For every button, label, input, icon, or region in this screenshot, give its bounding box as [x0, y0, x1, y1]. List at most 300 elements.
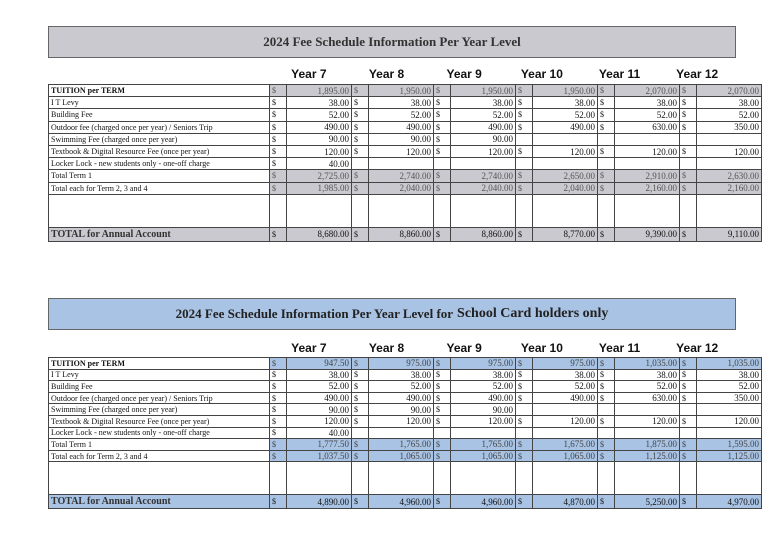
fee-row	[49, 145, 762, 157]
fee-row	[49, 109, 762, 121]
currency-symbol: $	[434, 145, 451, 157]
currency-symbol: $	[270, 158, 287, 170]
fee-row	[49, 170, 762, 182]
year-header: Year 11	[598, 67, 641, 81]
annual-total-value: 8,680.00	[287, 227, 352, 241]
currency-symbol	[516, 427, 533, 439]
currency-symbol: $	[680, 121, 697, 133]
fee-table-title-text: 2024 Fee Schedule Information Per Year Level	[263, 34, 521, 49]
fee-value	[697, 404, 762, 416]
fee-value: 120.00	[369, 415, 434, 427]
currency-symbol: $	[598, 145, 615, 157]
currency-symbol: $	[598, 439, 615, 451]
fee-value	[697, 158, 762, 170]
fee-row-label: Building Fee	[49, 109, 270, 121]
fee-value: 1,125.00	[615, 450, 680, 462]
fee-value: 1,595.00	[697, 439, 762, 451]
fee-value: 38.00	[615, 97, 680, 109]
fee-value: 52.00	[369, 381, 434, 393]
fee-value: 90.00	[287, 133, 352, 145]
currency-symbol: $	[598, 109, 615, 121]
fee-value: 120.00	[287, 145, 352, 157]
annual-total-value: 4,960.00	[369, 495, 434, 509]
fee-value: 490.00	[533, 121, 598, 133]
year-header-row	[270, 67, 736, 81]
fee-value: 90.00	[451, 404, 516, 416]
fee-value: 1,065.00	[533, 450, 598, 462]
currency-symbol: $	[516, 439, 533, 451]
fee-value: 52.00	[369, 109, 434, 121]
fee-value: 120.00	[697, 415, 762, 427]
fee-row-label: Total Term 1	[49, 439, 270, 451]
fee-value: 38.00	[697, 97, 762, 109]
currency-symbol: $	[270, 495, 287, 509]
fee-value: 52.00	[697, 109, 762, 121]
year-header: Year 11	[598, 341, 641, 355]
currency-symbol: $	[352, 85, 369, 97]
school-card-fee-table	[48, 357, 762, 509]
fee-value: 2,740.00	[451, 170, 516, 182]
year-header: Year 12	[676, 341, 719, 355]
currency-symbol: $	[598, 358, 615, 370]
year-header: Year 8	[368, 341, 405, 355]
spacer-row	[49, 462, 762, 495]
currency-symbol: $	[598, 227, 615, 241]
currency-symbol	[680, 404, 697, 416]
fee-row-label: Total Term 1	[49, 170, 270, 182]
currency-symbol: $	[352, 182, 369, 194]
year-header: Year 7	[291, 67, 327, 81]
annual-total-value: 4,870.00	[533, 495, 598, 509]
currency-symbol: $	[516, 495, 533, 509]
fee-row-label: TUITION per TERM	[49, 85, 270, 97]
currency-symbol	[680, 133, 697, 145]
fee-row	[49, 392, 762, 404]
annual-total-value: 4,890.00	[287, 495, 352, 509]
fee-value: 490.00	[369, 392, 434, 404]
currency-symbol	[434, 427, 451, 439]
currency-symbol: $	[598, 121, 615, 133]
currency-symbol	[434, 158, 451, 170]
fee-value: 52.00	[615, 381, 680, 393]
currency-symbol: $	[434, 121, 451, 133]
currency-symbol: $	[680, 170, 697, 182]
currency-symbol: $	[598, 170, 615, 182]
fee-value: 38.00	[287, 369, 352, 381]
currency-symbol: $	[270, 381, 287, 393]
fee-row-label: Locker Lock - new students only - one-off charge	[49, 427, 270, 439]
fee-value: 1,950.00	[533, 85, 598, 97]
fee-value: 2,160.00	[697, 182, 762, 194]
fee-value: 975.00	[369, 358, 434, 370]
fee-value	[697, 427, 762, 439]
currency-symbol: $	[680, 495, 697, 509]
fee-row-label: Building Fee	[49, 381, 270, 393]
currency-symbol: $	[516, 392, 533, 404]
fee-row	[49, 415, 762, 427]
fee-value: 52.00	[451, 381, 516, 393]
fee-value: 120.00	[451, 145, 516, 157]
currency-symbol: $	[270, 109, 287, 121]
currency-symbol: $	[270, 97, 287, 109]
fee-table	[48, 84, 762, 242]
currency-symbol	[352, 427, 369, 439]
currency-symbol: $	[270, 182, 287, 194]
currency-symbol: $	[352, 170, 369, 182]
currency-symbol: $	[598, 495, 615, 509]
fee-value: 38.00	[533, 369, 598, 381]
currency-symbol: $	[680, 358, 697, 370]
fee-value: 947.50	[287, 358, 352, 370]
annual-total-value: 8,860.00	[369, 227, 434, 241]
annual-total-label: TOTAL for Annual Account	[49, 495, 270, 509]
spacer-row	[49, 194, 762, 227]
fee-value: 120.00	[533, 415, 598, 427]
fee-row-label: Total each for Term 2, 3 and 4	[49, 450, 270, 462]
fee-value: 2,725.00	[287, 170, 352, 182]
currency-symbol: $	[680, 369, 697, 381]
fee-value	[533, 158, 598, 170]
fee-value: 490.00	[533, 392, 598, 404]
fee-value	[369, 427, 434, 439]
currency-symbol: $	[352, 415, 369, 427]
fee-value: 90.00	[451, 133, 516, 145]
year-header: Year 9	[446, 341, 482, 355]
annual-total-label: TOTAL for Annual Account	[49, 227, 270, 241]
currency-symbol: $	[516, 381, 533, 393]
currency-symbol	[680, 158, 697, 170]
fee-row	[49, 85, 762, 97]
annual-total-value: 8,770.00	[533, 227, 598, 241]
fee-value: 38.00	[451, 97, 516, 109]
currency-symbol: $	[352, 369, 369, 381]
currency-symbol: $	[270, 392, 287, 404]
fee-row	[49, 450, 762, 462]
currency-symbol: $	[598, 182, 615, 194]
fee-value: 40.00	[287, 158, 352, 170]
fee-value	[451, 427, 516, 439]
fee-value: 120.00	[287, 415, 352, 427]
fee-row	[49, 358, 762, 370]
fee-value: 490.00	[451, 392, 516, 404]
currency-symbol: $	[598, 85, 615, 97]
annual-total-row	[49, 495, 762, 509]
currency-symbol: $	[598, 392, 615, 404]
currency-symbol: $	[434, 97, 451, 109]
fee-value	[615, 404, 680, 416]
fee-row-label: I T Levy	[49, 97, 270, 109]
fee-value: 1,765.00	[369, 439, 434, 451]
year-header: Year 7	[291, 341, 327, 355]
school-card-year-header-row	[270, 341, 736, 355]
currency-symbol: $	[680, 227, 697, 241]
fee-value: 490.00	[369, 121, 434, 133]
fee-row	[49, 404, 762, 416]
fee-value: 38.00	[369, 97, 434, 109]
currency-symbol: $	[434, 170, 451, 182]
currency-symbol: $	[680, 85, 697, 97]
fee-value: 38.00	[533, 97, 598, 109]
fee-row-label: Locker Lock - new students only - one-off charge	[49, 158, 270, 170]
fee-value: 120.00	[615, 145, 680, 157]
fee-value: 52.00	[533, 381, 598, 393]
currency-symbol: $	[680, 381, 697, 393]
currency-symbol	[598, 427, 615, 439]
currency-symbol: $	[270, 450, 287, 462]
currency-symbol: $	[516, 170, 533, 182]
fee-value: 2,910.00	[615, 170, 680, 182]
currency-symbol: $	[352, 358, 369, 370]
fee-row-label: Swimming Fee (charged once per year)	[49, 404, 270, 416]
fee-value	[615, 158, 680, 170]
fee-value: 2,040.00	[533, 182, 598, 194]
currency-symbol: $	[270, 404, 287, 416]
fee-value: 38.00	[287, 97, 352, 109]
school-card-title-emphasis: School Card holders only	[457, 306, 609, 321]
currency-symbol: $	[680, 109, 697, 121]
currency-symbol: $	[516, 109, 533, 121]
fee-row-label: I T Levy	[49, 369, 270, 381]
currency-symbol: $	[434, 439, 451, 451]
fee-value: 1,765.00	[451, 439, 516, 451]
currency-symbol: $	[434, 450, 451, 462]
fee-value: 1,950.00	[451, 85, 516, 97]
fee-value: 120.00	[697, 145, 762, 157]
school-card-title-text: 2024 Fee Schedule Information Per Year Level for	[175, 306, 454, 321]
currency-symbol: $	[516, 450, 533, 462]
fee-value: 1,037.50	[287, 450, 352, 462]
fee-value: 350.00	[697, 121, 762, 133]
currency-symbol: $	[352, 495, 369, 509]
fee-value: 1,875.00	[615, 439, 680, 451]
currency-symbol	[516, 158, 533, 170]
fee-row	[49, 158, 762, 170]
fee-value: 52.00	[451, 109, 516, 121]
fee-row	[49, 121, 762, 133]
fee-value	[615, 427, 680, 439]
currency-symbol: $	[516, 369, 533, 381]
fee-value: 120.00	[369, 145, 434, 157]
currency-symbol: $	[270, 427, 287, 439]
currency-symbol: $	[434, 182, 451, 194]
fee-value: 490.00	[287, 392, 352, 404]
year-header: Year 8	[368, 67, 405, 81]
fee-value	[451, 158, 516, 170]
annual-total-row	[49, 227, 762, 241]
currency-symbol: $	[270, 145, 287, 157]
fee-value: 40.00	[287, 427, 352, 439]
fee-row-label: Textbook & Digital Resource Fee (once per year)	[49, 415, 270, 427]
currency-symbol: $	[434, 415, 451, 427]
fee-value: 2,160.00	[615, 182, 680, 194]
annual-total-value: 4,970.00	[697, 495, 762, 509]
currency-symbol: $	[434, 404, 451, 416]
currency-symbol: $	[680, 450, 697, 462]
fee-row-label: Total each for Term 2, 3 and 4	[49, 182, 270, 194]
currency-symbol: $	[680, 97, 697, 109]
currency-symbol: $	[270, 227, 287, 241]
fee-value: 52.00	[697, 381, 762, 393]
currency-symbol: $	[352, 109, 369, 121]
fee-value: 1,065.00	[451, 450, 516, 462]
currency-symbol: $	[352, 450, 369, 462]
currency-symbol	[598, 133, 615, 145]
currency-symbol: $	[270, 415, 287, 427]
fee-value	[697, 133, 762, 145]
fee-value: 2,040.00	[369, 182, 434, 194]
fee-row	[49, 182, 762, 194]
fee-value: 52.00	[533, 109, 598, 121]
currency-symbol: $	[352, 145, 369, 157]
fee-value: 120.00	[451, 415, 516, 427]
fee-row	[49, 369, 762, 381]
currency-symbol: $	[680, 439, 697, 451]
currency-symbol: $	[434, 227, 451, 241]
currency-symbol: $	[434, 369, 451, 381]
fee-value: 38.00	[615, 369, 680, 381]
fee-row	[49, 439, 762, 451]
currency-symbol: $	[352, 97, 369, 109]
currency-symbol: $	[598, 369, 615, 381]
fee-value: 1,035.00	[615, 358, 680, 370]
fee-value: 120.00	[615, 415, 680, 427]
annual-total-value: 5,250.00	[615, 495, 680, 509]
fee-value: 1,950.00	[369, 85, 434, 97]
fee-value: 1,675.00	[533, 439, 598, 451]
fee-row	[49, 381, 762, 393]
fee-value: 490.00	[287, 121, 352, 133]
currency-symbol: $	[434, 358, 451, 370]
currency-symbol: $	[680, 182, 697, 194]
fee-value: 2,650.00	[533, 170, 598, 182]
currency-symbol: $	[270, 170, 287, 182]
fee-value: 52.00	[287, 109, 352, 121]
fee-value: 2,040.00	[451, 182, 516, 194]
currency-symbol: $	[434, 392, 451, 404]
currency-symbol: $	[352, 404, 369, 416]
currency-symbol	[598, 404, 615, 416]
currency-symbol: $	[680, 392, 697, 404]
year-header: Year 9	[446, 67, 482, 81]
currency-symbol: $	[270, 439, 287, 451]
fee-value: 38.00	[697, 369, 762, 381]
currency-symbol: $	[352, 121, 369, 133]
currency-symbol: $	[270, 369, 287, 381]
fee-row-label: TUITION per TERM	[49, 358, 270, 370]
annual-total-value: 8,860.00	[451, 227, 516, 241]
fee-value	[533, 427, 598, 439]
currency-symbol	[598, 158, 615, 170]
fee-value: 2,070.00	[697, 85, 762, 97]
fee-value	[369, 158, 434, 170]
currency-symbol: $	[598, 381, 615, 393]
fee-row-label: Outdoor fee (charged once per year) / Seniors Trip	[49, 121, 270, 133]
fee-value: 38.00	[369, 369, 434, 381]
currency-symbol: $	[434, 109, 451, 121]
fee-value	[533, 133, 598, 145]
currency-symbol: $	[516, 227, 533, 241]
annual-total-value: 9,110.00	[697, 227, 762, 241]
fee-value: 1,035.00	[697, 358, 762, 370]
fee-row	[49, 133, 762, 145]
fee-row	[49, 427, 762, 439]
currency-symbol: $	[516, 415, 533, 427]
currency-symbol: $	[680, 145, 697, 157]
fee-value: 2,070.00	[615, 85, 680, 97]
currency-symbol	[352, 158, 369, 170]
currency-symbol: $	[516, 358, 533, 370]
currency-symbol: $	[598, 450, 615, 462]
currency-symbol: $	[680, 415, 697, 427]
currency-symbol: $	[598, 97, 615, 109]
fee-value: 38.00	[451, 369, 516, 381]
fee-row	[49, 97, 762, 109]
annual-total-value: 4,960.00	[451, 495, 516, 509]
fee-value: 975.00	[451, 358, 516, 370]
currency-symbol: $	[352, 392, 369, 404]
fee-value: 1,065.00	[369, 450, 434, 462]
fee-value: 120.00	[533, 145, 598, 157]
currency-symbol: $	[516, 97, 533, 109]
currency-symbol: $	[352, 227, 369, 241]
currency-symbol: $	[270, 121, 287, 133]
currency-symbol: $	[516, 182, 533, 194]
fee-row-label: Outdoor fee (charged once per year) / Seniors Trip	[49, 392, 270, 404]
fee-value: 90.00	[369, 133, 434, 145]
currency-symbol: $	[434, 133, 451, 145]
currency-symbol	[680, 427, 697, 439]
fee-value: 1,985.00	[287, 182, 352, 194]
fee-value: 52.00	[615, 109, 680, 121]
fee-value: 1,125.00	[697, 450, 762, 462]
fee-value	[533, 404, 598, 416]
school-card-table-title	[48, 298, 736, 330]
fee-value: 90.00	[369, 404, 434, 416]
fee-value: 490.00	[451, 121, 516, 133]
year-header: Year 10	[520, 341, 563, 355]
currency-symbol: $	[516, 85, 533, 97]
currency-symbol	[516, 133, 533, 145]
fee-value: 630.00	[615, 392, 680, 404]
currency-symbol: $	[352, 381, 369, 393]
currency-symbol: $	[270, 358, 287, 370]
currency-symbol: $	[516, 121, 533, 133]
currency-symbol: $	[434, 495, 451, 509]
currency-symbol: $	[434, 85, 451, 97]
year-header: Year 12	[676, 67, 719, 81]
fee-value: 90.00	[287, 404, 352, 416]
fee-value: 1,895.00	[287, 85, 352, 97]
currency-symbol	[516, 404, 533, 416]
fee-value: 2,630.00	[697, 170, 762, 182]
fee-table-title	[48, 26, 736, 58]
currency-symbol: $	[270, 85, 287, 97]
currency-symbol: $	[598, 415, 615, 427]
fee-value: 1,777.50	[287, 439, 352, 451]
currency-symbol: $	[516, 145, 533, 157]
fee-value: 52.00	[287, 381, 352, 393]
annual-total-value: 9,390.00	[615, 227, 680, 241]
fee-row-label: Swimming Fee (charged once per year)	[49, 133, 270, 145]
currency-symbol: $	[352, 439, 369, 451]
currency-symbol: $	[352, 133, 369, 145]
fee-value	[615, 133, 680, 145]
year-header: Year 10	[520, 67, 563, 81]
fee-value: 2,740.00	[369, 170, 434, 182]
fee-row-label: Textbook & Digital Resource Fee (once per year)	[49, 145, 270, 157]
fee-value: 350.00	[697, 392, 762, 404]
currency-symbol: $	[434, 381, 451, 393]
